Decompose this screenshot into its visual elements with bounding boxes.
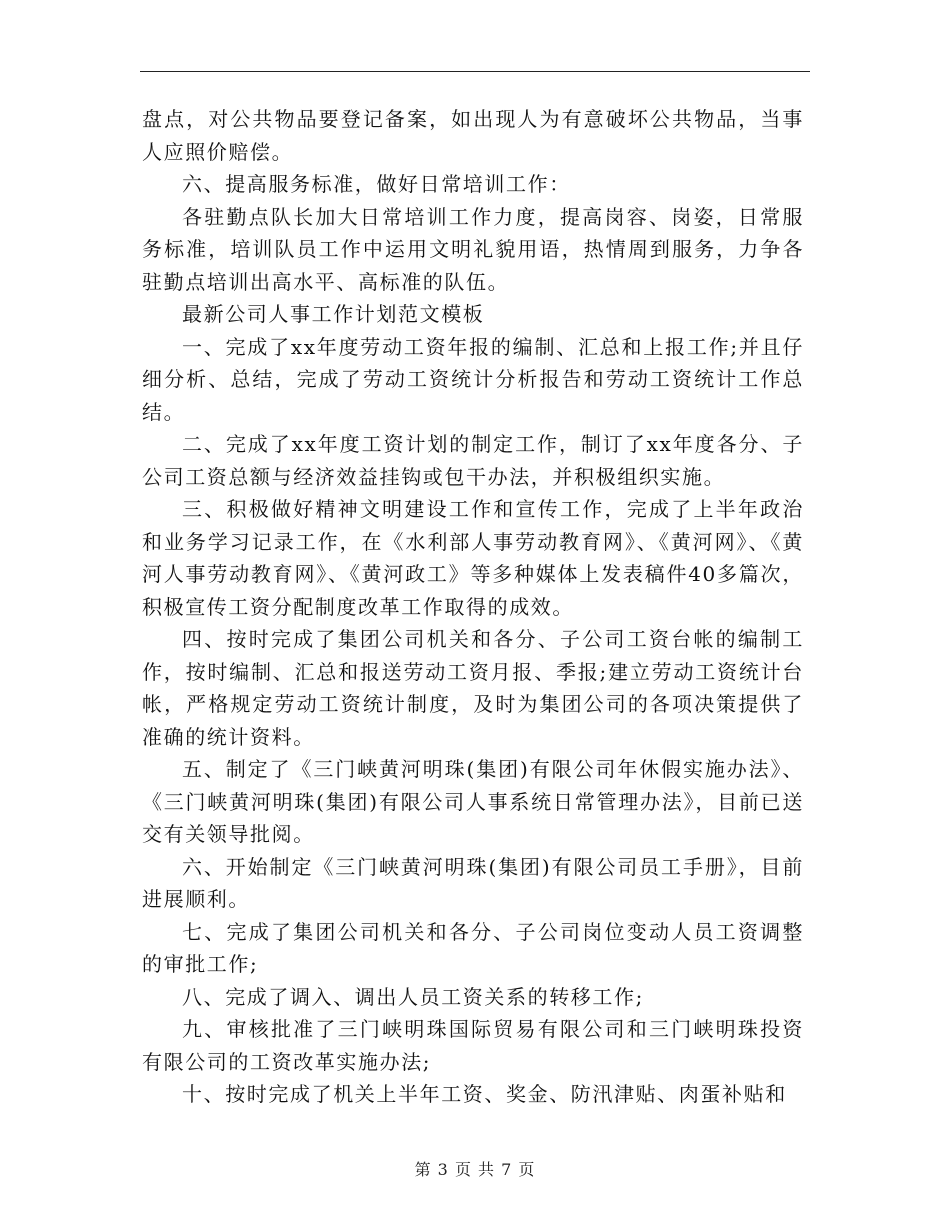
list-item: 八、完成了调入、调出人员工资关系的转移工作; [182, 984, 644, 1009]
list-item: 四、按时完成了集团公司机关和各分、子公司工资台帐的编制工作，按时编制、汇总和报送劳动工资月报、季报;建立劳动工资统计台帐，严格规定劳动工资统计制度，及时为集团公司的各项决策提供了准确的统计资料。 [142, 627, 804, 749]
list-item: 二、完成了xx年度工资计划的制定工作，制订了xx年度各分、子公司工资总额与经济效益挂钩或包干办法，并积极组织实施。 [142, 432, 804, 489]
list-item: 六、开始制定《三门峡黄河明珠(集团)有限公司员工手册》，目前进展顺利。 [142, 854, 804, 911]
page-number-footer: 第 3 页 共 7 页 [414, 1160, 536, 1179]
paragraph: 盘点，对公共物品要登记备案，如出现人为有意破坏公共物品，当事人应照价赔偿。 [142, 107, 804, 164]
list-item: 三、积极做好精神文明建设工作和宣传工作，完成了上半年政治和业务学习记录工作，在《水利部人事劳动教育网》、《黄河网》、《黄河人事劳动教育网》、《黄河政工》等多种媒体上发表稿件40多篇次，积极宣传工资分配制度改革工作取得的成效。 [142, 497, 804, 619]
section-title: 最新公司人事工作计划范文模板 [182, 302, 485, 326]
paragraph: 各驻勤点队长加大日常培训工作力度，提高岗容、岗姿，日常服务标准，培训队员工作中运用文明礼貌用语，热情周到服务，力争各驻勤点培训出高水平、高标准的队伍。 [142, 204, 804, 294]
list-item: 五、制定了《三门峡黄河明珠(集团)有限公司年休假实施办法》、《三门峡黄河明珠(集团)有限公司人事系统日常管理办法》，目前已送交有关领导批阅。 [142, 757, 804, 846]
header-rule [140, 71, 810, 72]
list-item: 一、完成了xx年度劳动工资年报的编制、汇总和上报工作;并且仔细分析、总结，完成了劳动工资统计分析报告和劳动工资统计工作总结。 [142, 334, 804, 424]
list-item: 九、审核批准了三门峡明珠国际贸易有限公司和三门峡明珠投资有限公司的工资改革实施办法; [142, 1017, 804, 1074]
list-item: 七、完成了集团公司机关和各分、子公司岗位变动人员工资调整的审批工作; [142, 919, 804, 976]
document-body [142, 103, 804, 1111]
list-item: 十、按时完成了机关上半年工资、奖金、防汛津贴、肉蛋补贴和 [182, 1082, 787, 1106]
section-heading: 六、提高服务标准，做好日常培训工作： [182, 172, 571, 196]
